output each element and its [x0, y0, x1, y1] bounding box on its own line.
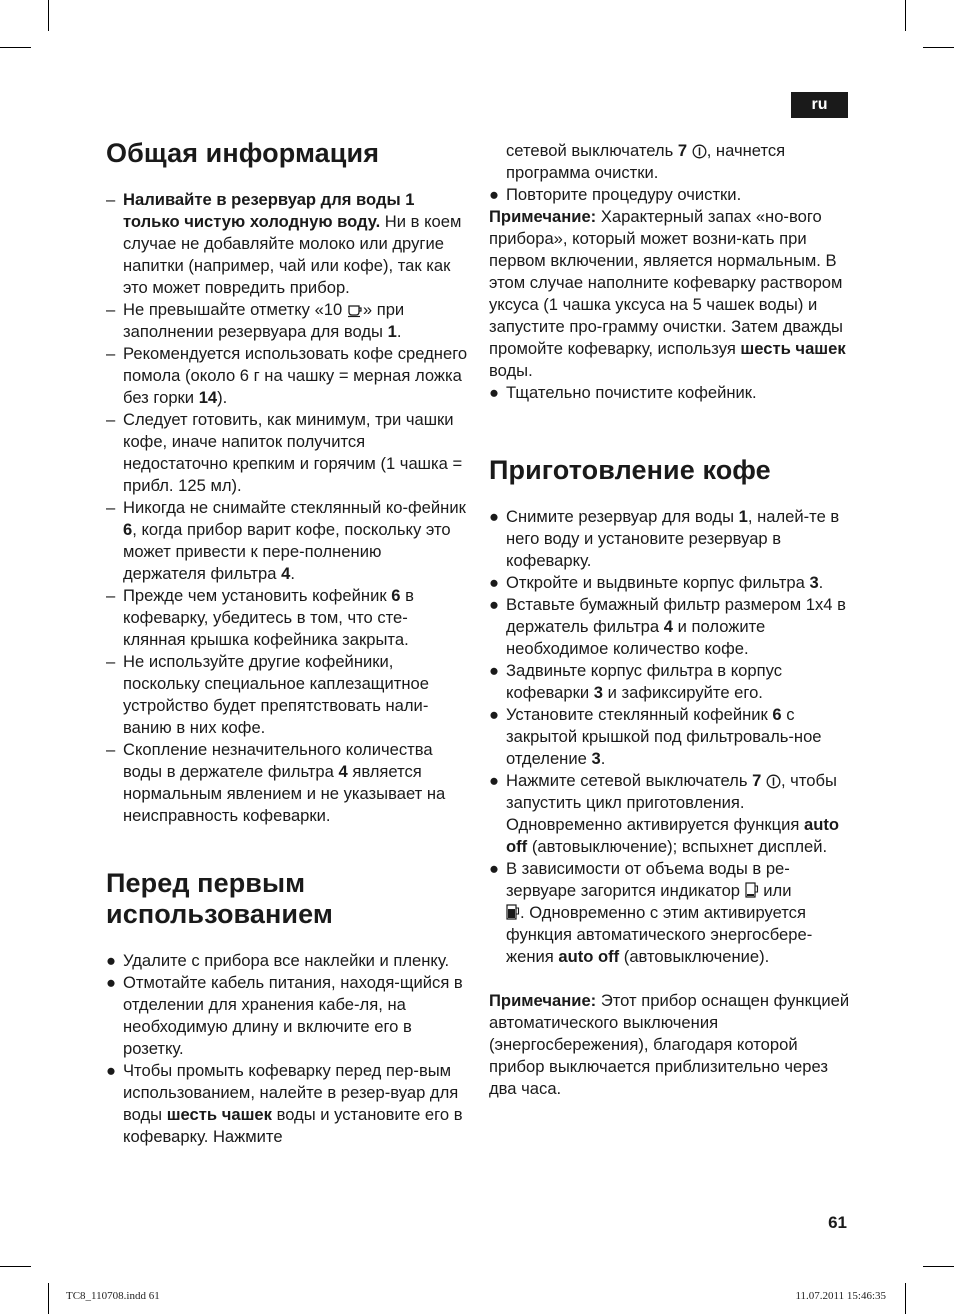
crop-mark [48, 1283, 49, 1314]
list-item: – Никогда не снимайте стеклянный ко-фейник 6, когда прибор варит кофе, поскольку это может привести к пере-полнению держателя фильтра 4. [106, 498, 466, 583]
dash-marker: – [106, 498, 116, 517]
left-column [106, 138, 468, 1148]
dash-marker: – [106, 652, 116, 671]
dash-marker: – [106, 190, 116, 209]
list-item: ● Тщательно почистите кофейник. [489, 383, 757, 402]
power-icon [692, 144, 707, 159]
crop-mark [0, 47, 31, 48]
list-item: ● Откройте и выдвиньте корпус фильтра 3. [489, 573, 824, 592]
bullet-marker: ● [489, 507, 500, 526]
list-item: ● Задвиньте корпус фильтра в корпус кофеварки 3 и зафиксируйте его. [489, 661, 783, 702]
dash-marker: – [106, 586, 116, 605]
list-item: ● Вставьте бумажный фильтр размером 1x4 в держатель фильтра 4 и положите необходимое количество кофе. [489, 595, 846, 658]
list-item: ● Установите стеклянный кофейник 6 с закрытой крышкой под фильтроваль-ное отделение 3. [489, 705, 822, 768]
list-item-continuation: сетевой выключатель 7 , начнется программа очистки. [506, 141, 786, 182]
right-column [489, 140, 851, 1100]
dash-marker: – [106, 300, 116, 319]
bullet-marker: ● [489, 661, 500, 680]
list-item: – Прежде чем установить кофейник 6 в кофеварку, убедитесь в том, что сте-клянная крышка кофейника закрыта. [106, 586, 414, 649]
list-item: ● В зависимости от объема воды в ре-зервуаре загорится индикатор или . Одновременно с этим активируется функция автоматического энергосбере-жения auto off (автовыключение). [489, 859, 813, 966]
list-item: ● Удалите с прибора все наклейки и пленку. [106, 951, 450, 970]
list-item: ● Отмотайте кабель питания, находя-щийся в отделении для хранения кабе-ля, на необходимую длину и включите его в розетку. [106, 973, 463, 1058]
section-title-general-info: Общая информация [106, 138, 380, 168]
list-item: – Следует готовить, как минимум, три чашки кофе, иначе напиток получится недостаточно крепким и горячим (1 чашка = прибл. 125 мл). [106, 410, 463, 495]
language-badge: ru [791, 92, 848, 118]
bullet-marker: ● [489, 573, 500, 592]
crop-mark [0, 1266, 31, 1267]
bullet-marker: ● [106, 951, 117, 970]
crop-mark [905, 1283, 906, 1314]
water-level-high-icon [506, 904, 520, 921]
crop-mark [905, 0, 906, 31]
section-title-making-coffee: Приготовление кофе [489, 455, 771, 485]
list-item: ● Снимите резервуар для воды 1, налей-те в него воду и установите резервуар в кофеварку. [489, 507, 840, 570]
bullet-marker: ● [489, 859, 500, 878]
footer-file-info: TC8_110708.indd 61 [66, 1290, 160, 1302]
note: Примечание: Этот прибор оснащен функцией автоматического выключения (энергосбережения), благодаря которой прибор выключается приблизительно через два часа. [489, 991, 850, 1098]
list-item: ● Повторите процедуру очистки. [489, 185, 742, 204]
dash-marker: – [106, 344, 116, 363]
dash-marker: – [106, 410, 116, 429]
bullet-marker: ● [106, 973, 117, 992]
dash-marker: – [106, 740, 116, 759]
list-item: – Не используйте другие кофейники, поскольку специальное каплезащитное устройство будет препятствовать нали-ванию в них кофе. [106, 652, 429, 737]
list-item: ● Нажмите сетевой выключатель 7 , чтобы запустить цикл приготовления. Одновременно активируется функция auto off (автовыключение); вспыхнет дисплей. [489, 771, 840, 856]
water-level-low-icon [745, 882, 759, 899]
bullet-marker: ● [489, 383, 500, 402]
note: Примечание: Характерный запах «но-вого прибора», который может возни-кать при первом включении, является нормальным. В этом случае наполните кофеварку раствором уксуса (1 чашка уксуса на 5 чашек воды) и запустите про-грамму очистки. Затем дважды промойте кофеварку, используя шесть чашек воды. [489, 207, 846, 380]
crop-mark [923, 1266, 954, 1267]
bullet-marker: ● [106, 1061, 117, 1080]
crop-mark [48, 0, 49, 31]
bullet-marker: ● [489, 185, 500, 204]
footer-timestamp: 11.07.2011 15:46:35 [795, 1290, 886, 1302]
section-title-first-use: Перед первым использованием [106, 868, 333, 929]
bullet-marker: ● [489, 595, 500, 614]
list-item: ● Чтобы промыть кофеварку перед пер-вым использованием, налейте в резер-вуар для воды шесть чашек воды и установите его в кофеварку. Нажмите [106, 1061, 463, 1146]
page-number: 61 [828, 1213, 847, 1232]
crop-mark [923, 47, 954, 48]
list-item: – Не превышайте отметку «10 » при заполнении резервуара для воды 1. [106, 300, 405, 341]
list-item: – Скопление незначительного количества воды в держателе фильтра 4 является нормальным явлением и не указывает на неисправность кофеварки. [106, 740, 446, 825]
cup-icon [347, 303, 363, 318]
bullet-marker: ● [489, 705, 500, 724]
bullet-marker: ● [489, 771, 500, 790]
power-icon [766, 774, 781, 789]
list-item: – Рекомендуется использовать кофе среднего помола (около 6 г на чашку = мерная ложка без горки 14). [106, 344, 468, 407]
list-item: – Наливайте в резервуар для воды 1 только чистую холодную воду. Ни в коем случае не добавляйте молоко или другие напитки (например, чай или кофе), так как это может повредить прибор. [106, 190, 462, 297]
